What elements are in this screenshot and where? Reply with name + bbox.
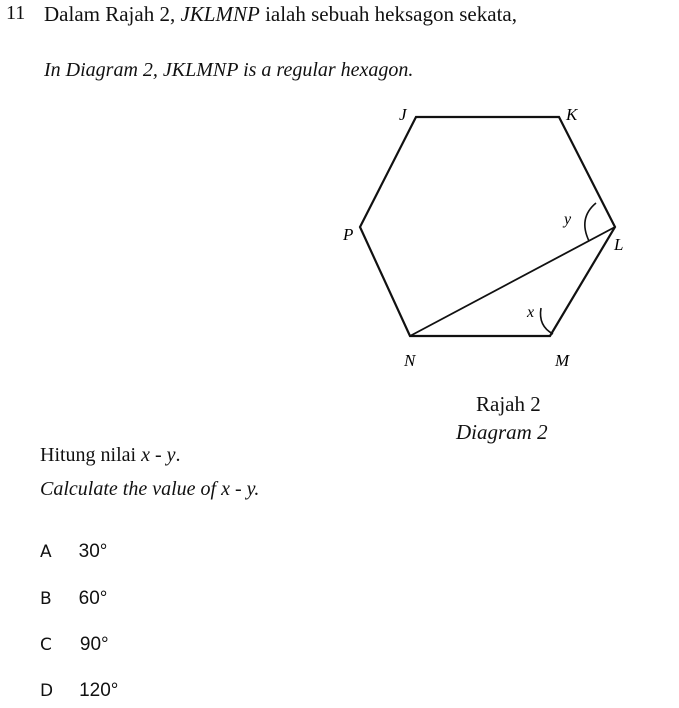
question-stem-english: In Diagram 2, JKLMNP is a regular hexagon. [44,59,414,81]
angle-label-x: x [527,304,535,321]
vertex-label-j: J [399,105,407,124]
angle-arc-x [541,308,554,334]
ask-ms-end: . [175,444,181,466]
option-b[interactable] [40,588,107,610]
option-value: 30° [78,541,108,562]
angle-label-y: y [564,211,572,228]
vertex-label-p: P [343,225,354,244]
option-letter: D [40,681,54,701]
option-letter: B [40,589,52,609]
stem-ms-suffix: ialah sebuah heksagon sekata, [259,2,517,26]
option-d[interactable] [40,680,118,702]
option-value: 120° [79,680,119,701]
option-c[interactable] [40,634,109,656]
option-a[interactable] [40,541,107,563]
option-value: 60° [78,588,108,609]
vertex-label-m: M [555,351,570,370]
diagram-caption-english: Diagram 2 [456,420,548,444]
hexagon-name: JKLMNP [180,2,260,26]
question-number: 11 [6,2,26,24]
stem-ms-prefix: Dalam Rajah 2, [44,2,181,26]
instruction-malay [40,444,181,467]
option-letter: A [40,542,52,562]
diagram-caption-malay: Rajah 2 [476,392,541,416]
angle-arc-y [585,203,596,241]
instruction-english: Calculate the value of x - y. [40,478,260,500]
option-letter: C [40,635,52,655]
vertex-label-k: K [566,105,578,124]
ask-ms-prefix: Hitung nilai [40,444,142,466]
option-value: 90° [79,634,109,655]
ask-ms-expression: x - y [141,444,176,466]
vertex-label-n: N [404,351,416,370]
vertex-label-l: L [614,235,624,254]
hexagon-shape [360,117,615,336]
diagonal-nl [410,227,615,336]
